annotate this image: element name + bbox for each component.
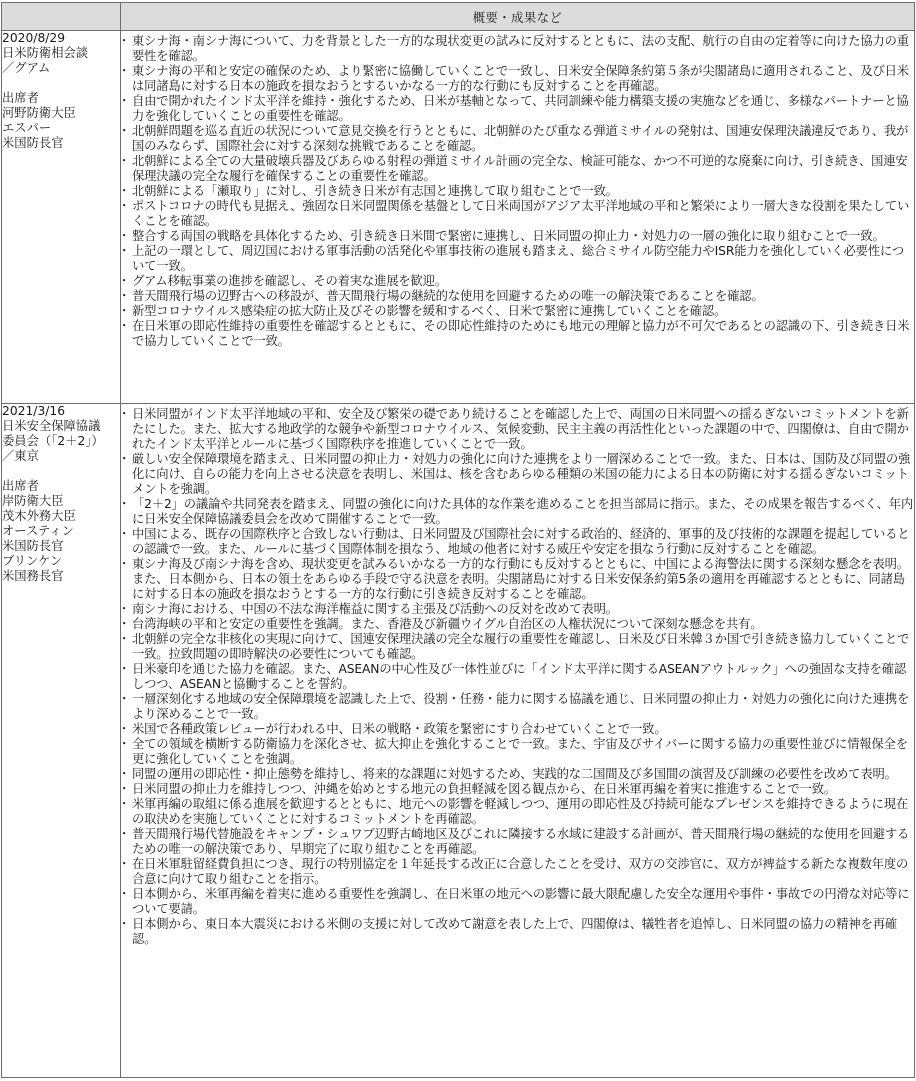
summary-item: ・ 南シナ海における、中国の不法な海洋権益に関する主張及び活動への反対を改めて表明。 bbox=[121, 602, 914, 617]
meetings-table bbox=[1, 2, 915, 1078]
summary-item: ・ 自由で開かれたインド太平洋を維持・強化するため、日米が基軸となって、共同訓練や能力構築支援の実施などを通じ、多様なパートナーと協力を強化していくことの重要性を確認。 bbox=[121, 94, 914, 124]
summary-item: ・ 同盟の運用の即応性・抑止態勢を維持し、将来的な課題に対処するため、実践的な二国間及び多国間の演習及び訓練の必要性を改めて表明。 bbox=[121, 767, 914, 782]
summary-item: ・ 日米同盟がインド太平洋地域の平和、安全及び繁栄の礎であり続けることを確認した上で、両国の日米同盟への揺るぎないコミットメントを新たにした。また、拡大する地政学的な競争や新型コロナウイルス、気候変動、民主主義の再活性化といった課題の中で、四閣僚は、自由で開かれたインド太平洋とルールに基づく国際秩序を推進していくことで一致。 bbox=[121, 407, 914, 452]
summary-item: ・ 米軍再編の取組に係る進展を歓迎するとともに、地元への影響を軽減しつつ、運用の即応性及び持続可能なプレゼンスを維持できるように現在の取決めを実施していくことに対するコミットメントを再確認。 bbox=[121, 797, 914, 827]
summary-item: ・ 全ての領域を横断する防衛協力を深化させ、拡大抑止を強化することで一致。また、宇宙及びサイバーに関する協力の重要性並びに情報保全を更に強化していくことを強調。 bbox=[121, 737, 914, 767]
summary-item: ・ 北朝鮮問題を巡る直近の状況について意見交換を行うとともに、北朝鮮のたび重なる弾道ミサイルの発射は、国連安保理決議違反であり、我が国のみならず、国際社会に対する深刻な挑戦であることを確認。 bbox=[121, 124, 914, 154]
summary-cell bbox=[121, 31, 915, 404]
summary-item: ・ 台湾海峡の平和と安定の重要性を強調。また、香港及び新疆ウイグル自治区の人権状況について深刻な懸念を共有。 bbox=[121, 617, 914, 632]
attendee: 米国務長官 bbox=[2, 569, 64, 583]
meeting-info-cell bbox=[2, 31, 121, 404]
summary-item: ・ 在日米軍の即応性維持の重要性を確認するとともに、その即応性維持のためにも地元の理解と協力が不可欠であるとの認識の下、引き続き日米で協力していくことで一致。 bbox=[121, 319, 914, 349]
summary-item: ・ 日米同盟の抑止力を維持しつつ、沖縄を始めとする地元の負担軽減を図る観点から、在日米軍再編を着実に推進することで一致。 bbox=[121, 782, 914, 797]
summary-item: ・ ポストコロナの時代も見据え、強固な日米同盟関係を基盤として日米両国がアジア太平洋地域の平和と繁栄により一層大きな役割を果たしていくことを確認。 bbox=[121, 199, 914, 229]
summary-item: ・ 中国による、既存の国際秩序と合致しない行動は、日米同盟及び国際社会に対する政治的、経済的、軍事的及び技術的な課題を提起しているとの認識で一致。また、ルールに基づく国際体制を損なう、地域の他者に対する威圧や安定を損なう行動に反対することを確認。 bbox=[121, 527, 914, 557]
attendee: 茂木外務大臣 bbox=[2, 509, 76, 523]
summary-item: ・ 日本側から、米軍再編を着実に進める重要性を強調し、在日米軍の地元への影響に最大限配慮した安全な運用や事件・事故での円滑な対応等について要請。 bbox=[121, 887, 914, 917]
summary-item: ・ 東シナ海の平和と安定の確保のため、より緊密に協働していくことで一致し、日米安全保障条約第５条が尖閣諸島に適用されること、及び日米は同諸島に対する日本の施政を損なおうとするいかなる一方的な行動にも反対することを再確認。 bbox=[121, 64, 914, 94]
summary-item: ・ 「2＋2」の議論や共同発表を踏まえ、同盟の強化に向けた具体的な作業を進めることを担当部局に指示。また、その成果を報告するべく、年内に日米安全保障協議委員会を改めて開催することで一致。 bbox=[121, 497, 914, 527]
summary-list bbox=[121, 34, 914, 349]
summary-item: ・ 整合する両国の戦略を具体化するため、引き続き日米間で緊密に連携し、日米同盟の抑止力・対処力の一層の強化に取り組むことで一致。 bbox=[121, 229, 914, 244]
summary-item: ・ 一層深刻化する地域の安全保障環境を認識した上で、役割・任務・能力に関する協議を通じ、日米同盟の抑止力・対処力の強化に向けた連携をより深めることで一致。 bbox=[121, 692, 914, 722]
meeting-title: 日米防衛相会談 bbox=[2, 46, 89, 60]
summary-item: ・ 普天間飛行場代替施設をキャンプ・シュワブ辺野古崎地区及びこれに隣接する水域に建設する計画が、普天間飛行場の継続的な使用を回避するための唯一の解決策であり、早期完了に取り組むことを再確認。 bbox=[121, 827, 914, 857]
summary-item: ・ 北朝鮮による「瀬取り」に対し、引き続き日米が有志国と連携して取り組むことで一致。 bbox=[121, 184, 914, 199]
summary-item: ・ グアム移転事業の進捗を確認し、その着実な進展を歓迎。 bbox=[121, 274, 914, 289]
summary-item: ・ 東シナ海及び南シナ海を含め、現状変更を試みるいかなる一方的な行動にも反対するとともに、中国による海警法に関する深刻な懸念を表明。また、日本側から、日本の領土をあらゆる手段で守る決意を表明。尖閣諸島に対する日米安保条約第5条の適用を再確認するとともに、同諸島に対する日本の施政を損なおうとする一方的な行動に引き続き反対することを確認。 bbox=[121, 557, 914, 602]
spacer bbox=[2, 76, 120, 91]
summary-item: ・ 東シナ海・南シナ海について、力を背景とした一方的な現状変更の試みに反対するとともに、法の支配、航行の自由の定着等に向けた協力の重要性を確認。 bbox=[121, 34, 914, 64]
summary-item: ・ 在日米軍駐留経費負担につき、現行の特別協定を１年延長する改正に合意したことを受け、双方の交渉官に、双方が裨益する新たな複数年度の合意に向けて取り組むことを指示。 bbox=[121, 857, 914, 887]
summary-item: ・ 新型コロナウイルス感染症の拡大防止及びその影響を緩和するべく、日米で緊密に連携していくことを確認。 bbox=[121, 304, 914, 319]
summary-item: ・ 北朝鮮による全ての大量破壊兵器及びあらゆる射程の弾道ミサイル計画の完全な、検証可能な、かつ不可逆的な廃棄に向け、引き続き、国連安保理決議の完全な履行を確保することの重要性を確認。 bbox=[121, 154, 914, 184]
attendee: 岸防衛大臣 bbox=[2, 494, 64, 508]
meeting-location: ／グアム bbox=[2, 61, 51, 75]
header-date-cell bbox=[2, 3, 121, 31]
summary-item: ・ 普天間飛行場の辺野古への移設が、普天間飛行場の継続的な使用を回避するための唯一の解決策であることを確認。 bbox=[121, 289, 914, 304]
meeting-row bbox=[2, 31, 915, 404]
attendee: オースティン bbox=[2, 524, 74, 538]
meeting-date: 2021/3/16 bbox=[2, 404, 66, 418]
attendee: 米国防長官 bbox=[2, 539, 64, 553]
summary-item: ・ 上記の一環として、周辺国における軍事活動の活発化や軍事技術の進展も踏まえ、総合ミサイル防空能力やISR能力を強化していく必要性について一致。 bbox=[121, 244, 914, 274]
attendee: 米国防長官 bbox=[2, 136, 64, 150]
summary-item: ・ 厳しい安全保障環境を踏まえ、日米同盟の抑止力・対処力の強化に向けた連携をより一層深めることで一致。また、日本は、国防及び同盟の強化に向け、自らの能力を向上させる決意を表明し、米国は、核を含むあらゆる種類の米国の能力による日本の防衛に対する揺るぎないコミットメントを強調。 bbox=[121, 452, 914, 497]
header-summary-cell: 概要・成果など bbox=[121, 3, 915, 31]
attendee: 河野防衛大臣 bbox=[2, 106, 76, 120]
spacer bbox=[2, 464, 120, 479]
attendee: エスパー bbox=[2, 121, 52, 135]
attendees-label: 出席者 bbox=[2, 91, 39, 105]
meeting-date: 2020/8/29 bbox=[2, 31, 66, 45]
meeting-row bbox=[2, 404, 915, 1078]
summary-item: ・ 日米豪印を通じた協力を確認。また、ASEANの中心性及び一体性並びに「インド太平洋に関するASEANアウトルック」への強固な支持を確認しつつ、ASEANと協働することを誓約。 bbox=[121, 662, 914, 692]
meeting-title: 委員会（「2＋2」） bbox=[2, 434, 104, 448]
summary-item: ・ 北朝鮮の完全な非核化の実現に向けて、国連安保理決議の完全な履行の重要性を確認し、日米及び日米韓３か国で引き続き協力していくことで一致。拉致問題の即時解決の必要性についても確認。 bbox=[121, 632, 914, 662]
summary-item: ・ 米国で各種政策レビューが行われる中、日米の戦略・政策を緊密にすり合わせていくことで一致。 bbox=[121, 722, 914, 737]
attendees-label: 出席者 bbox=[2, 479, 39, 493]
meeting-title: 日米安全保障協議 bbox=[2, 419, 101, 433]
meeting-info-cell bbox=[2, 404, 121, 1078]
attendee: ブリンケン bbox=[2, 554, 63, 568]
summary-item: ・ 日本側から、東日本大震災における米側の支援に対して改めて謝意を表した上で、四閣僚は、犠牲者を追悼し、日米同盟の協力の精神を再確認。 bbox=[121, 917, 914, 947]
summary-cell bbox=[121, 404, 915, 1078]
meeting-location: ／東京 bbox=[2, 449, 39, 463]
summary-list bbox=[121, 407, 914, 947]
header-row bbox=[2, 3, 915, 31]
